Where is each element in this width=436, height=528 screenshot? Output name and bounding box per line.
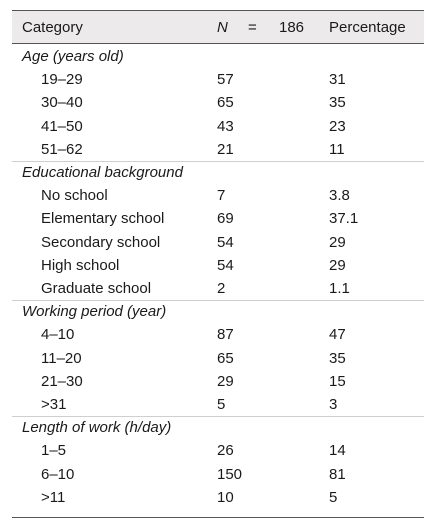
table-row (12, 277, 424, 300)
header-n-label: N (217, 19, 228, 36)
table-row (12, 370, 424, 393)
table-row (12, 231, 424, 254)
row-n: 43 (217, 117, 234, 135)
row-percentage: 29 (329, 256, 346, 274)
table-row (12, 347, 424, 370)
section-heading-row (12, 161, 424, 184)
row-label: Graduate school (41, 280, 152, 297)
table-row (12, 115, 424, 138)
row-n: 10 (217, 488, 234, 506)
table-row (12, 393, 424, 416)
header-equals: = (248, 19, 257, 36)
table-row (12, 323, 424, 346)
row-label: 6–10 (41, 465, 75, 483)
table-header (12, 10, 424, 44)
row-percentage: 23 (329, 117, 346, 135)
row-percentage: 14 (329, 442, 346, 460)
row-percentage: 1.1 (329, 280, 350, 297)
row-percentage: 31 (329, 71, 346, 89)
row-percentage: 11 (329, 140, 345, 158)
row-percentage: 81 (329, 465, 346, 483)
row-n: 150 (217, 465, 243, 483)
table-row (12, 254, 424, 277)
row-n: 21 (217, 140, 234, 158)
row-label: No school (41, 187, 108, 205)
data-table (12, 10, 424, 518)
table-bottom-rule (12, 517, 424, 518)
row-n: 2 (217, 280, 226, 297)
header-n-value: 186 (279, 19, 305, 36)
section-heading-row (12, 45, 424, 68)
row-percentage: 3 (329, 396, 338, 413)
section-title: Length of work (h/day) (22, 419, 172, 437)
table-row (12, 439, 424, 462)
section-title: Educational background (22, 164, 183, 181)
row-n: 69 (217, 210, 234, 228)
row-label: Secondary school (41, 233, 161, 251)
row-percentage: 35 (329, 94, 346, 112)
table-row (12, 91, 424, 114)
section-title: Working period (year) (22, 303, 167, 321)
row-percentage: 3.8 (329, 187, 350, 205)
row-n: 5 (217, 396, 226, 413)
row-n: 54 (217, 256, 234, 274)
row-n: 29 (217, 372, 234, 390)
row-n: 26 (217, 442, 234, 460)
row-label: 30–40 (41, 94, 83, 112)
header-category: Category (22, 19, 83, 36)
row-n: 7 (217, 187, 226, 205)
row-n: 65 (217, 94, 234, 112)
row-percentage: 15 (329, 372, 346, 390)
row-label: High school (41, 256, 120, 274)
table-row (12, 486, 424, 509)
table-row (12, 463, 424, 486)
row-label: >31 (41, 396, 67, 413)
section-heading-row (12, 300, 424, 323)
section-title: Age (years old) (22, 48, 124, 65)
row-label: Elementary school (41, 210, 165, 228)
row-label: 4–10 (41, 326, 75, 344)
row-percentage: 5 (329, 488, 338, 506)
table-row (12, 184, 424, 207)
row-label: 41–50 (41, 117, 83, 135)
row-n: 87 (217, 326, 234, 344)
row-label: 51–62 (41, 140, 83, 158)
table-row (12, 68, 424, 91)
row-percentage: 47 (329, 326, 346, 344)
section-heading-row (12, 416, 424, 439)
row-percentage: 37.1 (329, 210, 359, 228)
row-percentage: 29 (329, 233, 346, 251)
row-n: 54 (217, 233, 234, 251)
row-label: 19–29 (41, 71, 83, 89)
row-label: 21–30 (41, 372, 83, 390)
row-percentage: 35 (329, 349, 346, 367)
table-row (12, 138, 424, 161)
header-percentage: Percentage (329, 19, 406, 36)
row-label: 11–20 (41, 349, 82, 367)
row-label: >11 (41, 488, 66, 506)
table-row (12, 207, 424, 230)
row-n: 57 (217, 71, 234, 89)
row-n: 65 (217, 349, 234, 367)
row-label: 1–5 (41, 442, 67, 460)
